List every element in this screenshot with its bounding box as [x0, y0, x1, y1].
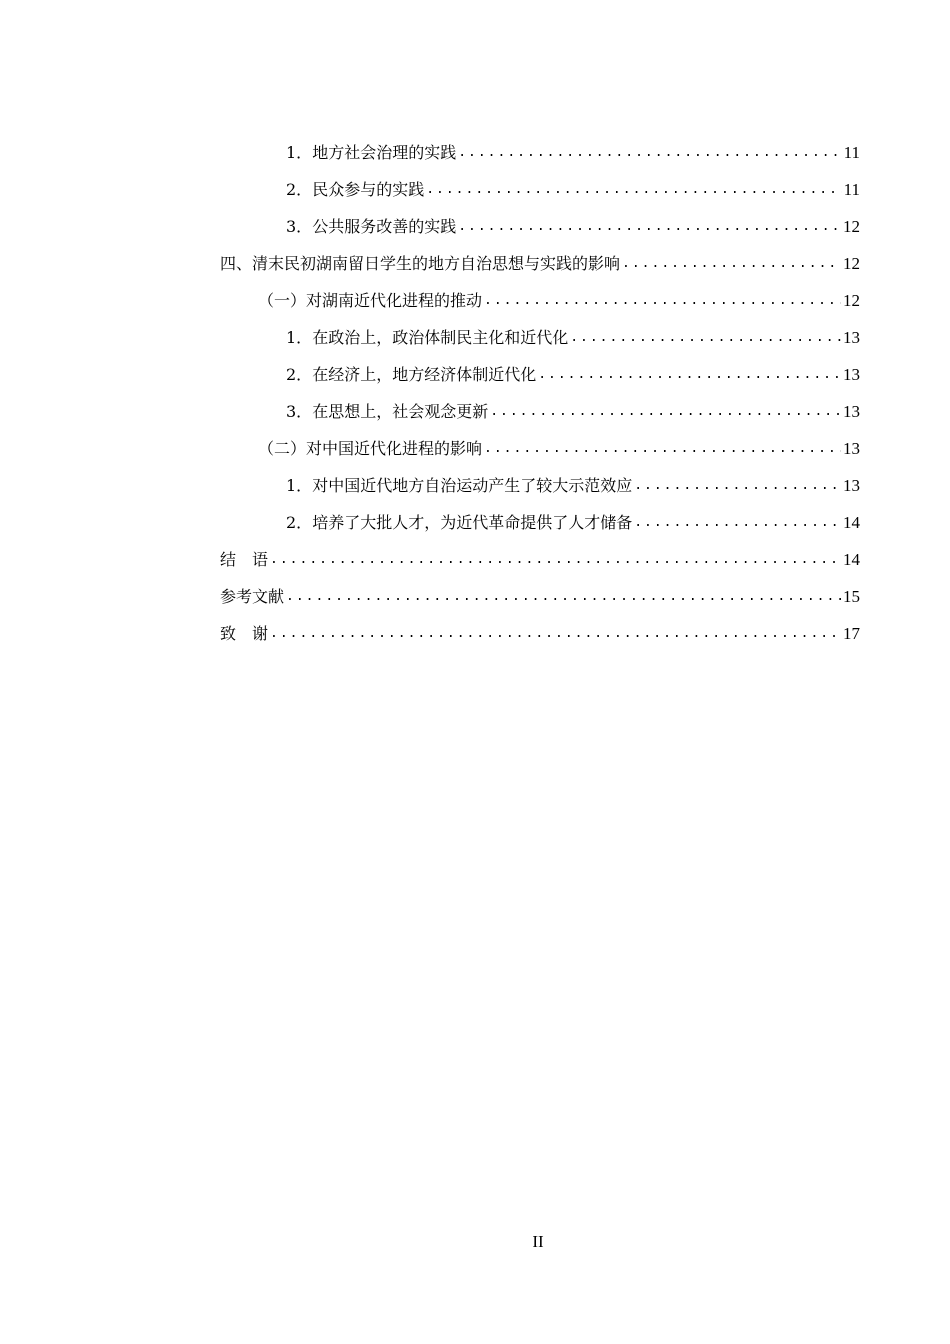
toc-entry[interactable]: [220, 171, 860, 208]
toc-entry-title: 在政治上，政治体制民主化和近代化: [312, 328, 569, 347]
toc-entry-title: 对中国近代化进程的影响: [306, 439, 483, 458]
toc-entry-number: 3．: [286, 217, 313, 236]
toc-dot-leader: [622, 245, 841, 282]
toc-entry-number: 1．: [286, 143, 313, 162]
toc-entry[interactable]: [220, 430, 860, 467]
toc-entry[interactable]: [220, 319, 860, 356]
toc-entry[interactable]: [220, 134, 860, 171]
page-number: II: [532, 1232, 544, 1251]
toc-entry-number: 1．: [286, 476, 313, 495]
toc-entry[interactable]: [220, 541, 860, 578]
toc-entry-number: 2．: [286, 365, 313, 384]
toc-entry-page: 12: [843, 217, 860, 236]
toc-entry-title: 参考文献: [220, 587, 285, 606]
toc-entry-title: 在思想上，社会观念更新: [312, 402, 489, 421]
toc-entry-page: 13: [843, 328, 860, 347]
toc-entry[interactable]: [220, 282, 860, 319]
toc-entry-page: 12: [843, 254, 860, 273]
toc-entry-number: 1．: [286, 328, 313, 347]
toc-entry-page: 14: [843, 513, 860, 532]
toc-entry-number: 四、: [220, 254, 253, 273]
toc-entry-page: 15: [843, 587, 860, 606]
toc-entry-page: 17: [843, 624, 860, 643]
toc-dot-leader: [634, 467, 841, 504]
toc-entry-page: 13: [843, 365, 860, 384]
toc-dot-leader: [458, 208, 841, 245]
toc-entry[interactable]: [220, 615, 860, 652]
toc-entry-title: 致 谢: [220, 624, 269, 643]
toc-entry-page: 14: [843, 550, 860, 569]
toc-entry[interactable]: [220, 208, 860, 245]
table-of-contents: [220, 134, 860, 652]
toc-entry-page: 13: [843, 402, 860, 421]
toc-entry-title: 对中国近代地方自治运动产生了较大示范效应: [312, 476, 633, 495]
toc-dot-leader: [484, 430, 841, 467]
toc-dot-leader: [490, 393, 841, 430]
toc-dot-leader: [458, 134, 841, 171]
toc-dot-leader: [270, 615, 841, 652]
toc-entry-title: 地方社会治理的实践: [312, 143, 457, 162]
toc-entry-title: 对湖南近代化进程的推动: [306, 291, 483, 310]
toc-entry-page: 13: [843, 439, 860, 458]
toc-entry-title: 清末民初湖南留日学生的地方自治思想与实践的影响: [252, 254, 621, 273]
toc-dot-leader: [270, 541, 841, 578]
toc-entry-title: 培养了大批人才，为近代革命提供了人才储备: [312, 513, 633, 532]
toc-entry[interactable]: [220, 245, 860, 282]
toc-entry-title: 公共服务改善的实践: [312, 217, 457, 236]
toc-entry-title: 在经济上，地方经济体制近代化: [312, 365, 537, 384]
toc-entry-number: （一）: [258, 291, 307, 310]
toc-dot-leader: [484, 282, 841, 319]
toc-entry-number: 3．: [286, 402, 313, 421]
toc-entry-page: 11: [843, 143, 860, 162]
toc-entry-page: 13: [843, 476, 860, 495]
toc-entry[interactable]: [220, 356, 860, 393]
toc-entry-title: 民众参与的实践: [312, 180, 425, 199]
toc-entry-number: （二）: [258, 439, 307, 458]
toc-entry-number: 2．: [286, 180, 313, 199]
toc-dot-leader: [570, 319, 841, 356]
toc-entry-page: 12: [843, 291, 860, 310]
toc-entry[interactable]: [220, 393, 860, 430]
toc-entry-page: 11: [843, 180, 860, 199]
toc-entry[interactable]: [220, 467, 860, 504]
toc-entry[interactable]: [220, 578, 860, 615]
toc-entry[interactable]: [220, 504, 860, 541]
toc-dot-leader: [538, 356, 841, 393]
toc-dot-leader: [634, 504, 841, 541]
toc-dot-leader: [286, 578, 841, 615]
toc-entry-title: 结 语: [220, 550, 269, 569]
toc-dot-leader: [426, 171, 841, 208]
toc-entry-number: 2．: [286, 513, 313, 532]
